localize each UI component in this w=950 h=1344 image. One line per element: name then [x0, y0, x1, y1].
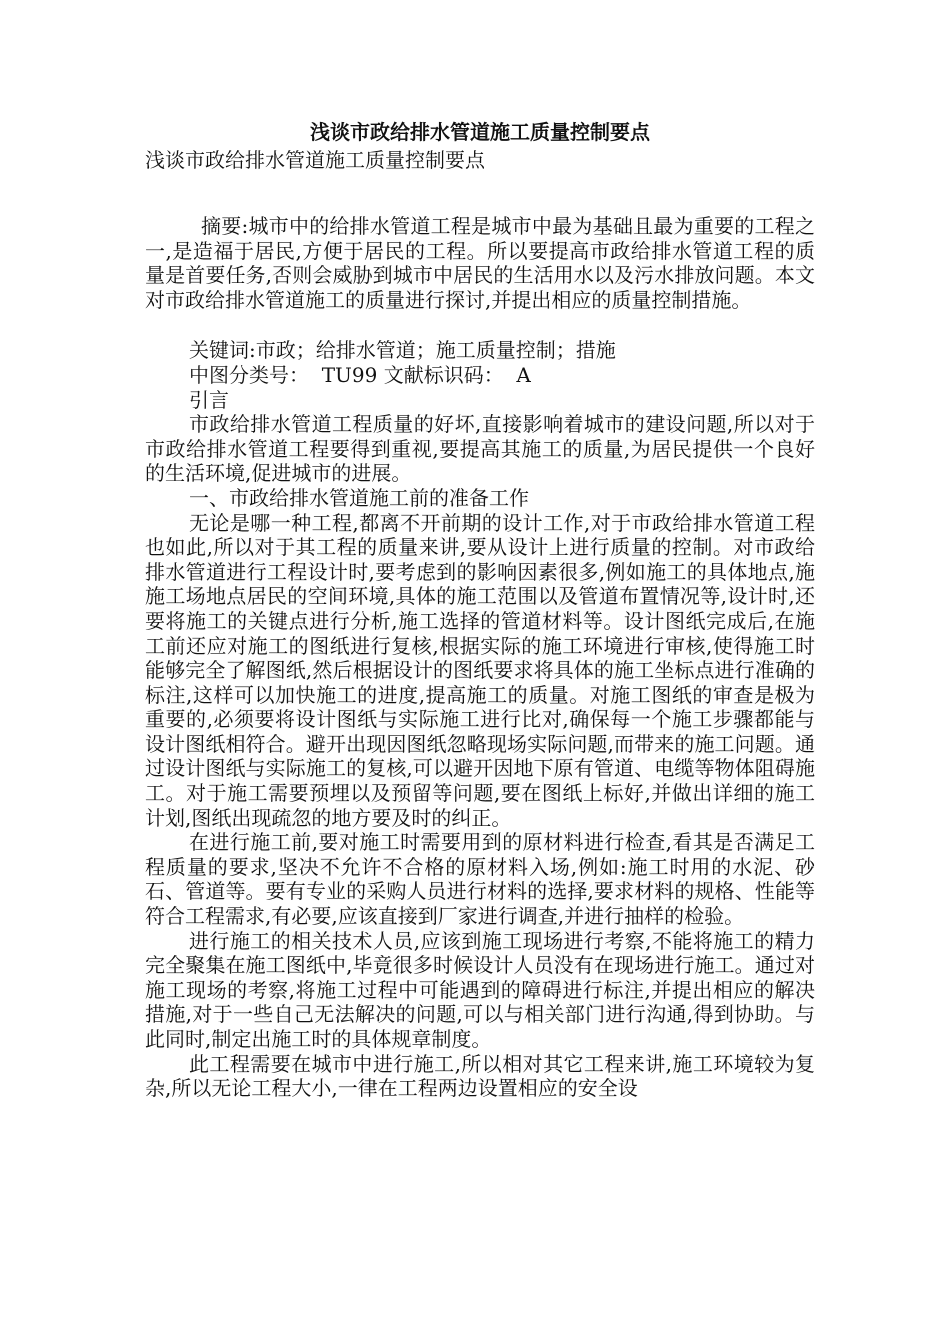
- keywords-line: 关键词:市政；给排水管道；施工质量控制；措施: [189, 338, 616, 363]
- document-title: 浅谈市政给排水管道施工质量控制要点: [310, 120, 650, 144]
- body-paragraph: 进行施工的相关技术人员,应该到施工现场进行考察,不能将施工的精力完全聚集在施工图纸中,毕竟很多时候设计人员没有在现场进行施工。通过对施工现场的考察,将施工过程中可能遇到的障碍进行标注,并提出相应的解决措施,对于一些自己无法解决的问题,可以与相关部门进行沟通,得到协助。与此同时,制定出施工时的具体规章制度。: [145, 928, 815, 1051]
- body-paragraph: 无论是哪一种工程,都离不开前期的设计工作,对于市政给排水管道工程也如此,所以对于其工程的质量来讲,要从设计上进行质量的控制。对市政给排水管道进行工程设计时,要考虑到的影响因素很多,例如施工的具体地点,施施工场地点居民的空间环境,具体的施工范围以及管道布置情况等,设计时,还要将施工的关键点进行分析,施工选择的管道材料等。设计图纸完成后,在施工前还应对施工的图纸进行复核,根据实际的施工环境进行审核,使得施工时能够完全了解图纸,然后根据设计的图纸要求将具体的施工坐标点进行准确的标注,这样可以加快施工的进度,提高施工的质量。对施工图纸的审查是极为重要的,必须要将设计图纸与实际施工进行比对,确保每一个施工步骤都能与设计图纸相符合。避开出现因图纸忽略现场实际问题,而带来的施工问题。通过设计图纸与实际施工的复核,可以避开因地下原有管道、电缆等物体阻碍施工。对于施工需要预埋以及预留等问题,要在图纸上标好,并做出详细的施工计划,图纸出现疏忽的地方要及时的纠正。: [145, 510, 815, 830]
- section-heading: 一、市政给排水管道施工前的准备工作: [189, 485, 529, 510]
- body-paragraph: 在进行施工前,要对施工时需要用到的原材料进行检查,看其是否满足工程质量的要求,坚决不允许不合格的原材料入场,例如:施工时用的水泥、砂石、管道等。要有专业的采购人员进行材料的选择,要求材料的规格、性能等符合工程需求,有必要,应该直接到厂家进行调查,并进行抽样的检验。: [145, 830, 815, 929]
- body-paragraph: 市政给排水管道工程质量的好坏,直接影响着城市的建设问题,所以对于市政给排水管道工程要得到重视,要提高其施工的质量,为居民提供一个良好的生活环境,促进城市的进展。: [145, 412, 815, 486]
- spacer: [145, 174, 815, 214]
- spacer: [145, 312, 815, 338]
- body-paragraph: 此工程需要在城市中进行施工,所以相对其它工程来讲,施工环境较为复杂,所以无论工程大小,一律在工程两边设置相应的安全设: [145, 1051, 815, 1101]
- classification-line: 中图分类号： TU99 文献标识码： A: [189, 362, 531, 387]
- abstract-paragraph: 摘要:城市中的给排水管道工程是城市中最为基础且最为重要的工程之一,是造福于居民,方便于居民的工程。所以要提高市政给排水管道工程的质量是首要任务,否则会威胁到城市中居民的生活用水以及污水排放问题。本文对市政给排水管道施工的质量进行探讨,并提出相应的质量控制措施。: [145, 214, 815, 312]
- intro-heading: 引言: [189, 387, 229, 412]
- document-subtitle: 浅谈市政给排水管道施工质量控制要点: [145, 148, 485, 172]
- document-page: [145, 118, 815, 1101]
